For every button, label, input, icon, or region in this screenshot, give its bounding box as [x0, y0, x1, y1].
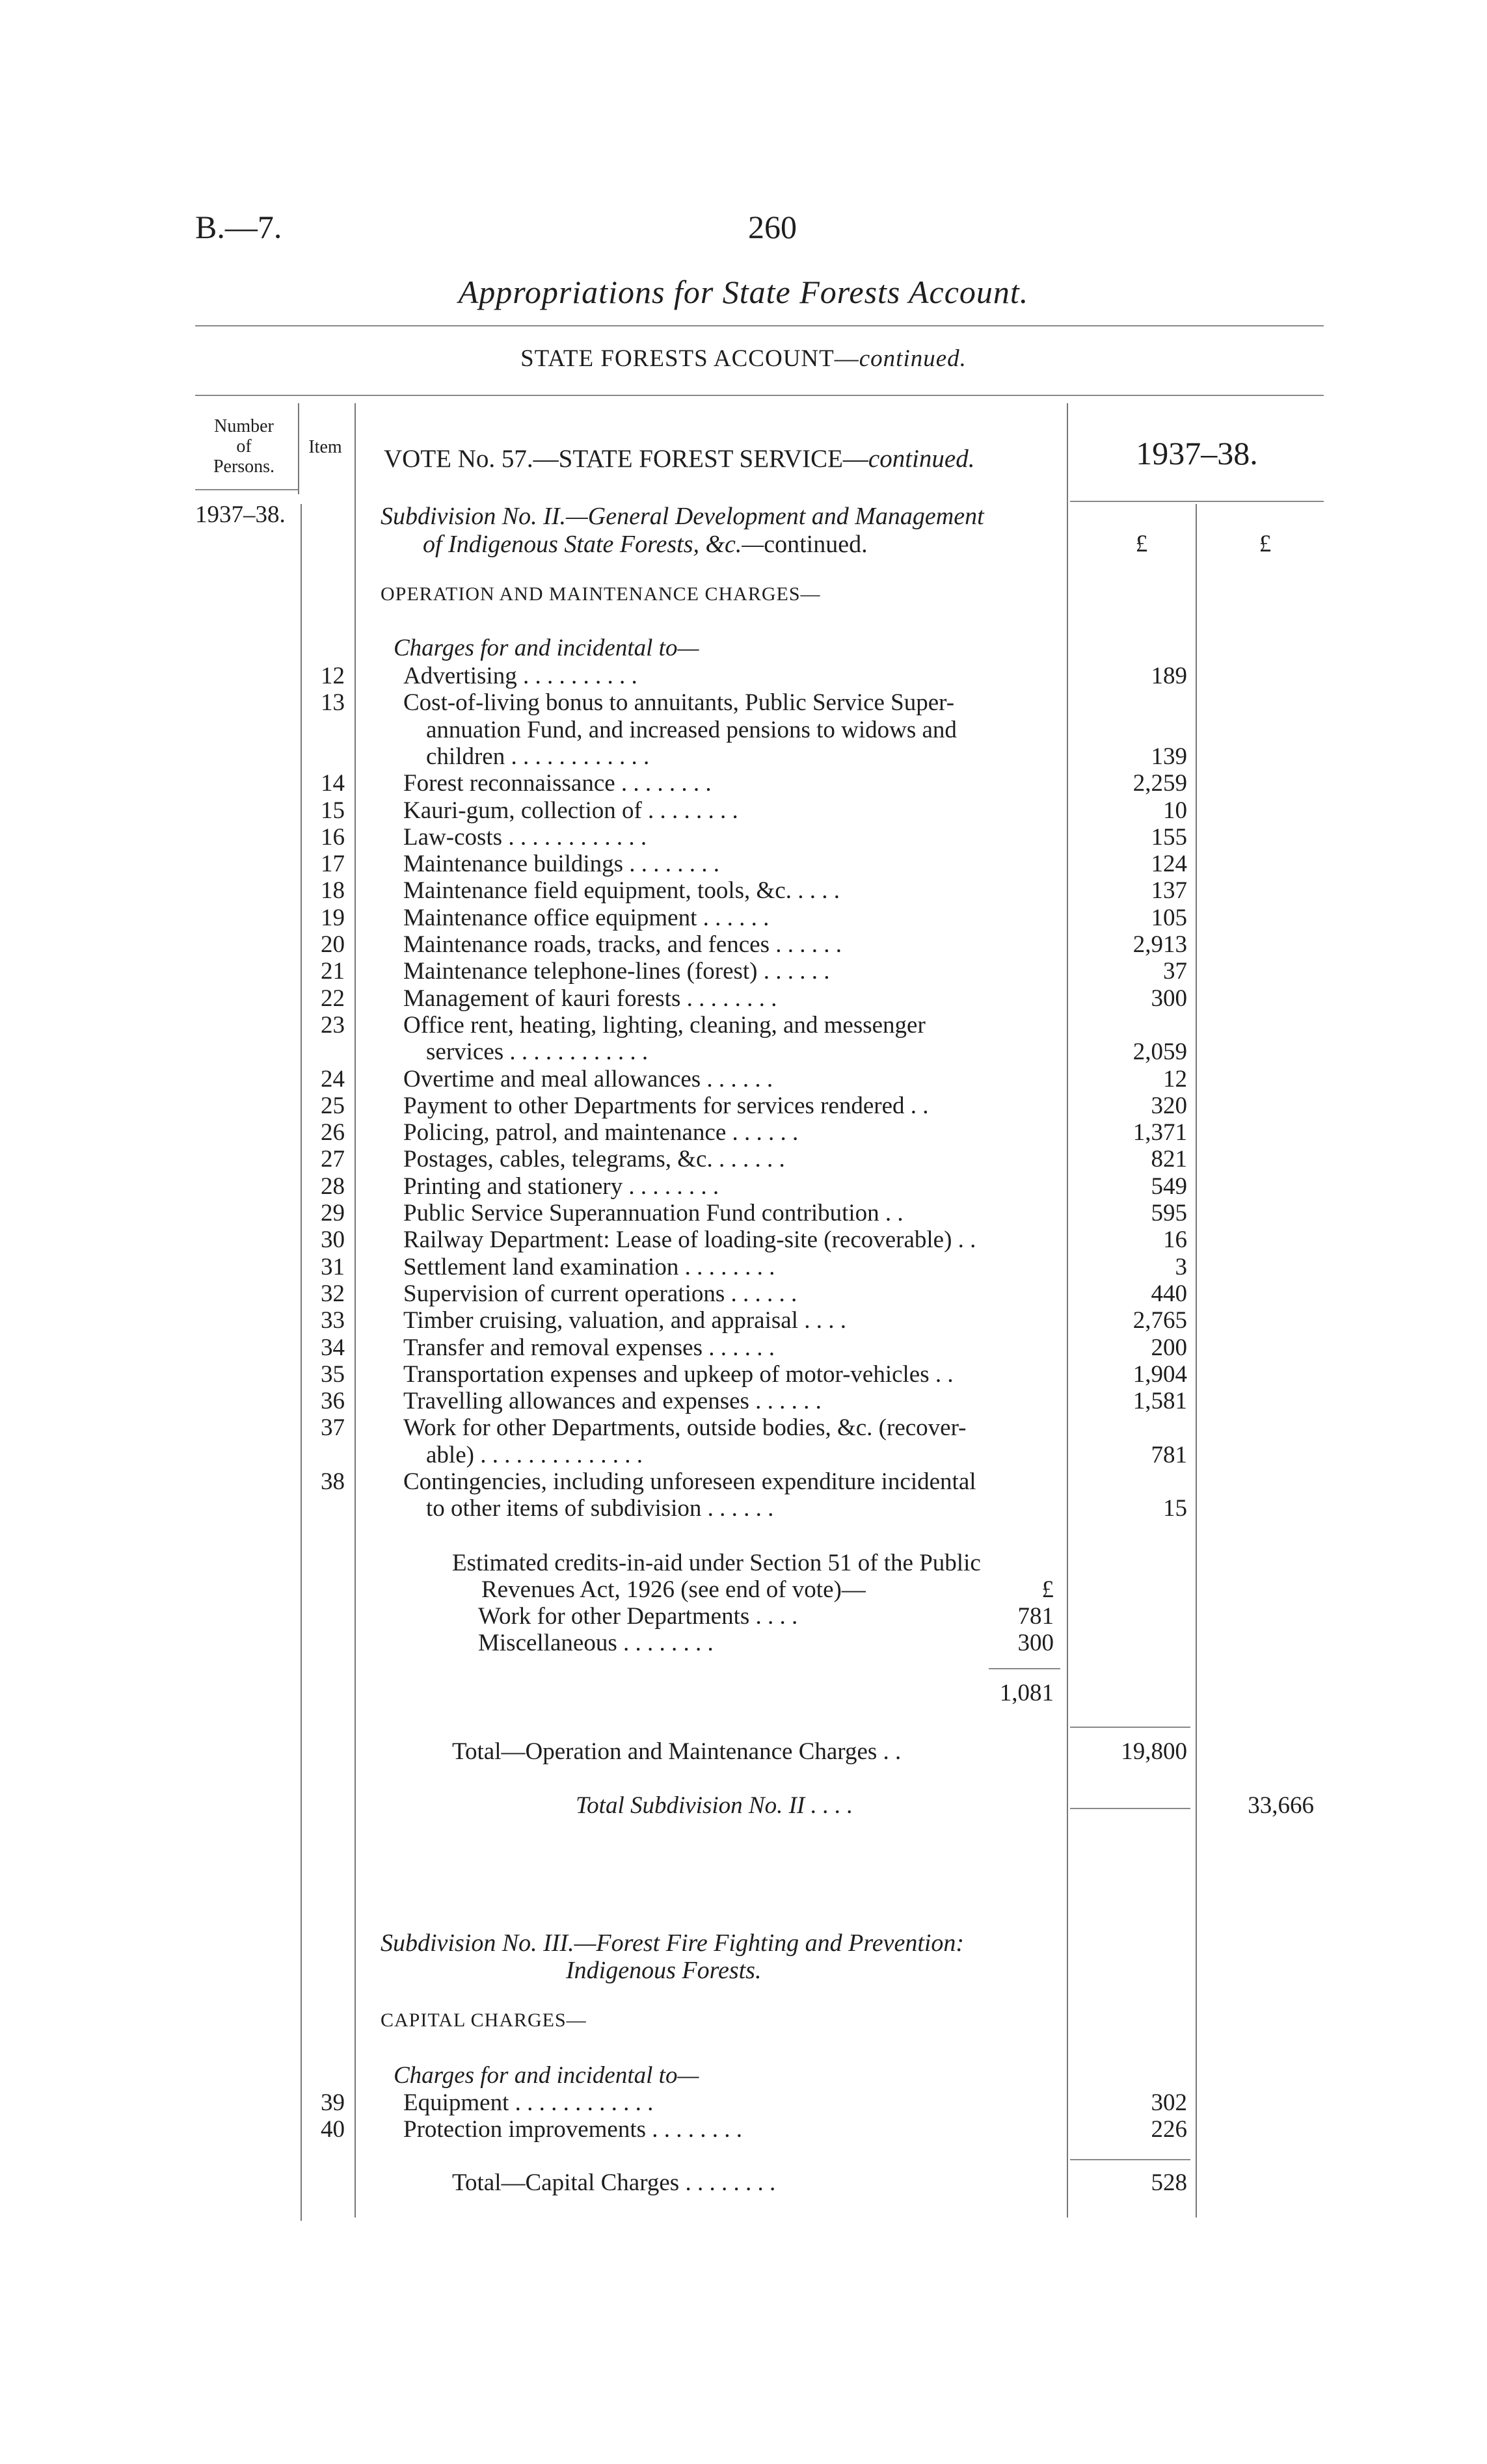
- item-amount: 821: [1151, 1146, 1187, 1173]
- subdivision-2-heading-cont: of Indigenous State Forests, &c.—continued.: [423, 531, 868, 558]
- item-amount: 781: [1151, 1441, 1187, 1468]
- item-amount: 139: [1151, 743, 1187, 770]
- item-amount: 105: [1151, 904, 1187, 931]
- item-label: Payment to other Departments for services rendered . .: [403, 1092, 929, 1119]
- persons-header-rule: [195, 489, 299, 490]
- credits-heading-cont: Revenues Act, 1926 (see end of vote)—: [481, 1576, 866, 1603]
- item-number: 21: [321, 958, 345, 985]
- item-amount: 1,581: [1132, 1388, 1187, 1415]
- line-item: [0, 904, 1487, 931]
- item-label: Contingencies, including unforeseen expenditure incidental: [403, 1468, 976, 1495]
- vote-heading: VOTE No. 57.—STATE FOREST SERVICE—continued.: [384, 445, 975, 473]
- item-amount: 189: [1151, 663, 1187, 689]
- line-item: [0, 769, 1487, 796]
- item-column-header: Item: [308, 437, 342, 457]
- item-label: Maintenance roads, tracks, and fences . . . . . .: [403, 931, 842, 958]
- item-number: 33: [321, 1307, 345, 1334]
- item-number: 35: [321, 1360, 345, 1388]
- item-amount: 549: [1151, 1172, 1187, 1200]
- credit-label: Miscellaneous . . . . . . . .: [478, 1630, 714, 1656]
- line-item: [0, 985, 1487, 1011]
- item-number: 25: [321, 1092, 345, 1119]
- credit-amount: 781: [1017, 1603, 1054, 1630]
- total-subdivision-label: Total Subdivision No. II . . . .: [576, 1792, 853, 1819]
- subdivision-3-heading-cont: Indigenous Forests.: [566, 1957, 762, 1984]
- item-label: Maintenance office equipment . . . . . .: [403, 904, 770, 931]
- line-item: [0, 716, 1487, 743]
- item-label: Public Service Superannuation Fund contribution . .: [403, 1200, 904, 1226]
- item-label: Equipment . . . . . . . . . . . .: [403, 2089, 654, 2116]
- item-label: Office rent, heating, lighting, cleaning, and messenger: [403, 1011, 926, 1039]
- item-amount: 15: [1163, 1495, 1187, 1522]
- item-label: Timber cruising, valuation, and appraisal . . . .: [403, 1307, 846, 1334]
- subdivision-total-rule: [1070, 1808, 1190, 1809]
- item-label: Postages, cables, telegrams, &c. . . . . . .: [403, 1146, 785, 1173]
- item-label: Cost-of-living bonus to annuitants, Public Service Super-: [403, 689, 955, 717]
- total-capital-label: Total—Capital Charges . . . . . . . .: [452, 2169, 776, 2196]
- total-capital-amount: 528: [1151, 2169, 1187, 2196]
- item-label: Management of kauri forests . . . . . . . .: [403, 985, 777, 1012]
- line-item: [0, 1092, 1487, 1119]
- charges-intro: Charges for and incidental to—: [394, 635, 699, 661]
- line-item: [0, 1226, 1487, 1252]
- item-number: 32: [321, 1280, 345, 1307]
- item-label: Railway Department: Lease of loading-site (recoverable) . .: [403, 1226, 976, 1254]
- item-label: Supervision of current operations . . . . . .: [403, 1280, 797, 1307]
- line-item: [0, 743, 1487, 769]
- line-item: [0, 1172, 1487, 1199]
- line-item: [0, 823, 1487, 850]
- credits-currency: £: [1041, 1576, 1054, 1603]
- item-label: Overtime and meal allowances . . . . . .: [403, 1065, 773, 1093]
- item-amount: 1,904: [1132, 1360, 1187, 1388]
- item-amount: 16: [1163, 1226, 1187, 1254]
- total-om-label: Total—Operation and Maintenance Charges . .: [452, 1738, 902, 1765]
- item-label: Printing and stationery . . . . . . . .: [403, 1172, 719, 1200]
- item-label: Law-costs . . . . . . . . . . . .: [403, 823, 647, 851]
- item-number: 15: [321, 797, 345, 824]
- om-total-rule: [1070, 1727, 1190, 1728]
- item-amount: 2,059: [1132, 1039, 1187, 1066]
- item-amount: 302: [1151, 2089, 1187, 2116]
- year-column-header: 1937–38.: [1136, 435, 1258, 471]
- item-number: 31: [321, 1253, 345, 1280]
- page-number: 260: [748, 209, 797, 245]
- line-item: [0, 1038, 1487, 1065]
- item-amount: 3: [1175, 1253, 1187, 1280]
- currency-left: £: [1135, 531, 1148, 557]
- line-item: [0, 1145, 1487, 1172]
- item-number: 12: [321, 663, 345, 689]
- item-number: 40: [321, 2116, 345, 2143]
- credit-amount: 300: [1017, 1630, 1054, 1656]
- item-label: children . . . . . . . . . . . .: [426, 743, 650, 770]
- item-amount: 320: [1151, 1092, 1187, 1119]
- item-number: 16: [321, 823, 345, 851]
- item-number: 18: [321, 877, 345, 905]
- item-number: 36: [321, 1388, 345, 1415]
- line-item: [0, 1387, 1487, 1414]
- item-amount: 595: [1151, 1200, 1187, 1226]
- item-number: 34: [321, 1334, 345, 1361]
- item-number: 19: [321, 904, 345, 931]
- item-label: Work for other Departments, outside bodies, &c. (recover-: [403, 1414, 967, 1442]
- line-item: [0, 1334, 1487, 1360]
- header-top-rule: [195, 395, 1324, 396]
- item-amount: 155: [1151, 823, 1187, 851]
- section-heading-capital: CAPITAL CHARGES—: [381, 2009, 587, 2031]
- persons-column-header: Number of Persons.: [213, 416, 275, 477]
- line-item: [0, 931, 1487, 957]
- page-title: Appropriations for State Forests Account.: [458, 274, 1029, 310]
- year-header-rule: [1070, 501, 1324, 502]
- item-label: to other items of subdivision . . . . . .: [426, 1495, 774, 1522]
- line-item: [0, 2089, 1487, 2115]
- item-amount: 137: [1151, 877, 1187, 905]
- item-label: Travelling allowances and expenses . . . . . .: [403, 1388, 822, 1415]
- item-label: Settlement land examination . . . . . . . .: [403, 1253, 775, 1280]
- subdivision-3-heading: Subdivision No. III.—Forest Fire Fighting and Prevention:: [381, 1929, 965, 1957]
- line-item: [0, 1011, 1487, 1038]
- item-amount: 124: [1151, 851, 1187, 878]
- item-number: 17: [321, 851, 345, 878]
- line-item: [0, 850, 1487, 877]
- section-heading-om: OPERATION AND MAINTENANCE CHARGES—: [381, 583, 821, 605]
- item-label: able) . . . . . . . . . . . . . .: [426, 1441, 643, 1468]
- credits-total: 1,081: [999, 1680, 1054, 1706]
- item-amount: 440: [1151, 1280, 1187, 1307]
- credit-label: Work for other Departments . . . .: [478, 1603, 798, 1630]
- total-subdivision-amount: 33,666: [1248, 1792, 1314, 1819]
- line-item: [0, 689, 1487, 715]
- item-amount: 226: [1151, 2116, 1187, 2143]
- item-number: 28: [321, 1172, 345, 1200]
- item-number: 29: [321, 1200, 345, 1226]
- item-label: services . . . . . . . . . . . .: [426, 1039, 649, 1066]
- line-item: [0, 797, 1487, 823]
- item-amount: 2,259: [1132, 770, 1187, 797]
- line-item: [0, 1414, 1487, 1440]
- item-number: 13: [321, 689, 345, 717]
- item-label: Transportation expenses and upkeep of motor-vehicles . .: [403, 1360, 954, 1388]
- currency-right: £: [1259, 531, 1272, 557]
- line-item: [0, 1468, 1487, 1494]
- line-item: [0, 1280, 1487, 1306]
- line-item: [0, 1253, 1487, 1280]
- item-amount: 200: [1151, 1334, 1187, 1361]
- line-item: [0, 957, 1487, 984]
- line-item: [0, 1199, 1487, 1226]
- line-item: [0, 877, 1487, 903]
- capital-total-rule: [1070, 2159, 1190, 2160]
- item-label: Forest reconnaissance . . . . . . . .: [403, 770, 712, 797]
- item-number: 26: [321, 1119, 345, 1146]
- persons-year: 1937–38.: [195, 501, 286, 528]
- charges-intro: Charges for and incidental to—: [394, 2062, 699, 2089]
- line-item: [0, 2115, 1487, 2142]
- item-label: Maintenance telephone-lines (forest) . . . . . .: [403, 958, 830, 985]
- line-item: [0, 1494, 1487, 1521]
- item-number: 38: [321, 1468, 345, 1495]
- item-amount: 1,371: [1132, 1119, 1187, 1146]
- item-label: Policing, patrol, and maintenance . . . . . .: [403, 1119, 799, 1146]
- title-rule: [195, 325, 1324, 326]
- item-number: 20: [321, 931, 345, 958]
- item-number: 39: [321, 2089, 345, 2116]
- credits-heading: Estimated credits-in-aid under Section 51 of the Public: [452, 1550, 981, 1576]
- item-label: Advertising . . . . . . . . . .: [403, 663, 637, 689]
- account-subtitle: STATE FORESTS ACCOUNT—continued.: [520, 345, 967, 372]
- document-reference: B.—7.: [195, 209, 282, 245]
- item-amount: 2,765: [1132, 1307, 1187, 1334]
- line-item: [0, 1306, 1487, 1333]
- item-number: 27: [321, 1146, 345, 1173]
- persons-divider-top: [298, 403, 299, 494]
- subdivision-2-heading: Subdivision No. II.—General Development and Management: [381, 503, 984, 530]
- item-label: Maintenance field equipment, tools, &c. . . . .: [403, 877, 840, 905]
- line-item: [0, 1065, 1487, 1092]
- credits-sum-rule: [989, 1668, 1060, 1669]
- item-number: 22: [321, 985, 345, 1012]
- item-label: Kauri-gum, collection of . . . . . . . .: [403, 797, 738, 824]
- item-label: Maintenance buildings . . . . . . . .: [403, 851, 720, 878]
- item-label: Transfer and removal expenses . . . . . .: [403, 1334, 775, 1361]
- line-item: [0, 662, 1487, 689]
- line-item: [0, 1441, 1487, 1468]
- line-item: [0, 1119, 1487, 1145]
- item-number: 24: [321, 1065, 345, 1093]
- item-amount: 2,913: [1132, 931, 1187, 958]
- item-number: 30: [321, 1226, 345, 1254]
- item-amount: 37: [1163, 958, 1187, 985]
- item-amount: 12: [1163, 1065, 1187, 1093]
- item-amount: 300: [1151, 985, 1187, 1012]
- line-item: [0, 1360, 1487, 1387]
- item-amount: 10: [1163, 797, 1187, 824]
- total-om-amount: 19,800: [1121, 1738, 1187, 1765]
- item-label: Protection improvements . . . . . . . .: [403, 2116, 743, 2143]
- item-number: 14: [321, 770, 345, 797]
- item-number: 37: [321, 1414, 345, 1442]
- item-number: 23: [321, 1011, 345, 1039]
- item-label: annuation Fund, and increased pensions to widows and: [426, 716, 957, 743]
